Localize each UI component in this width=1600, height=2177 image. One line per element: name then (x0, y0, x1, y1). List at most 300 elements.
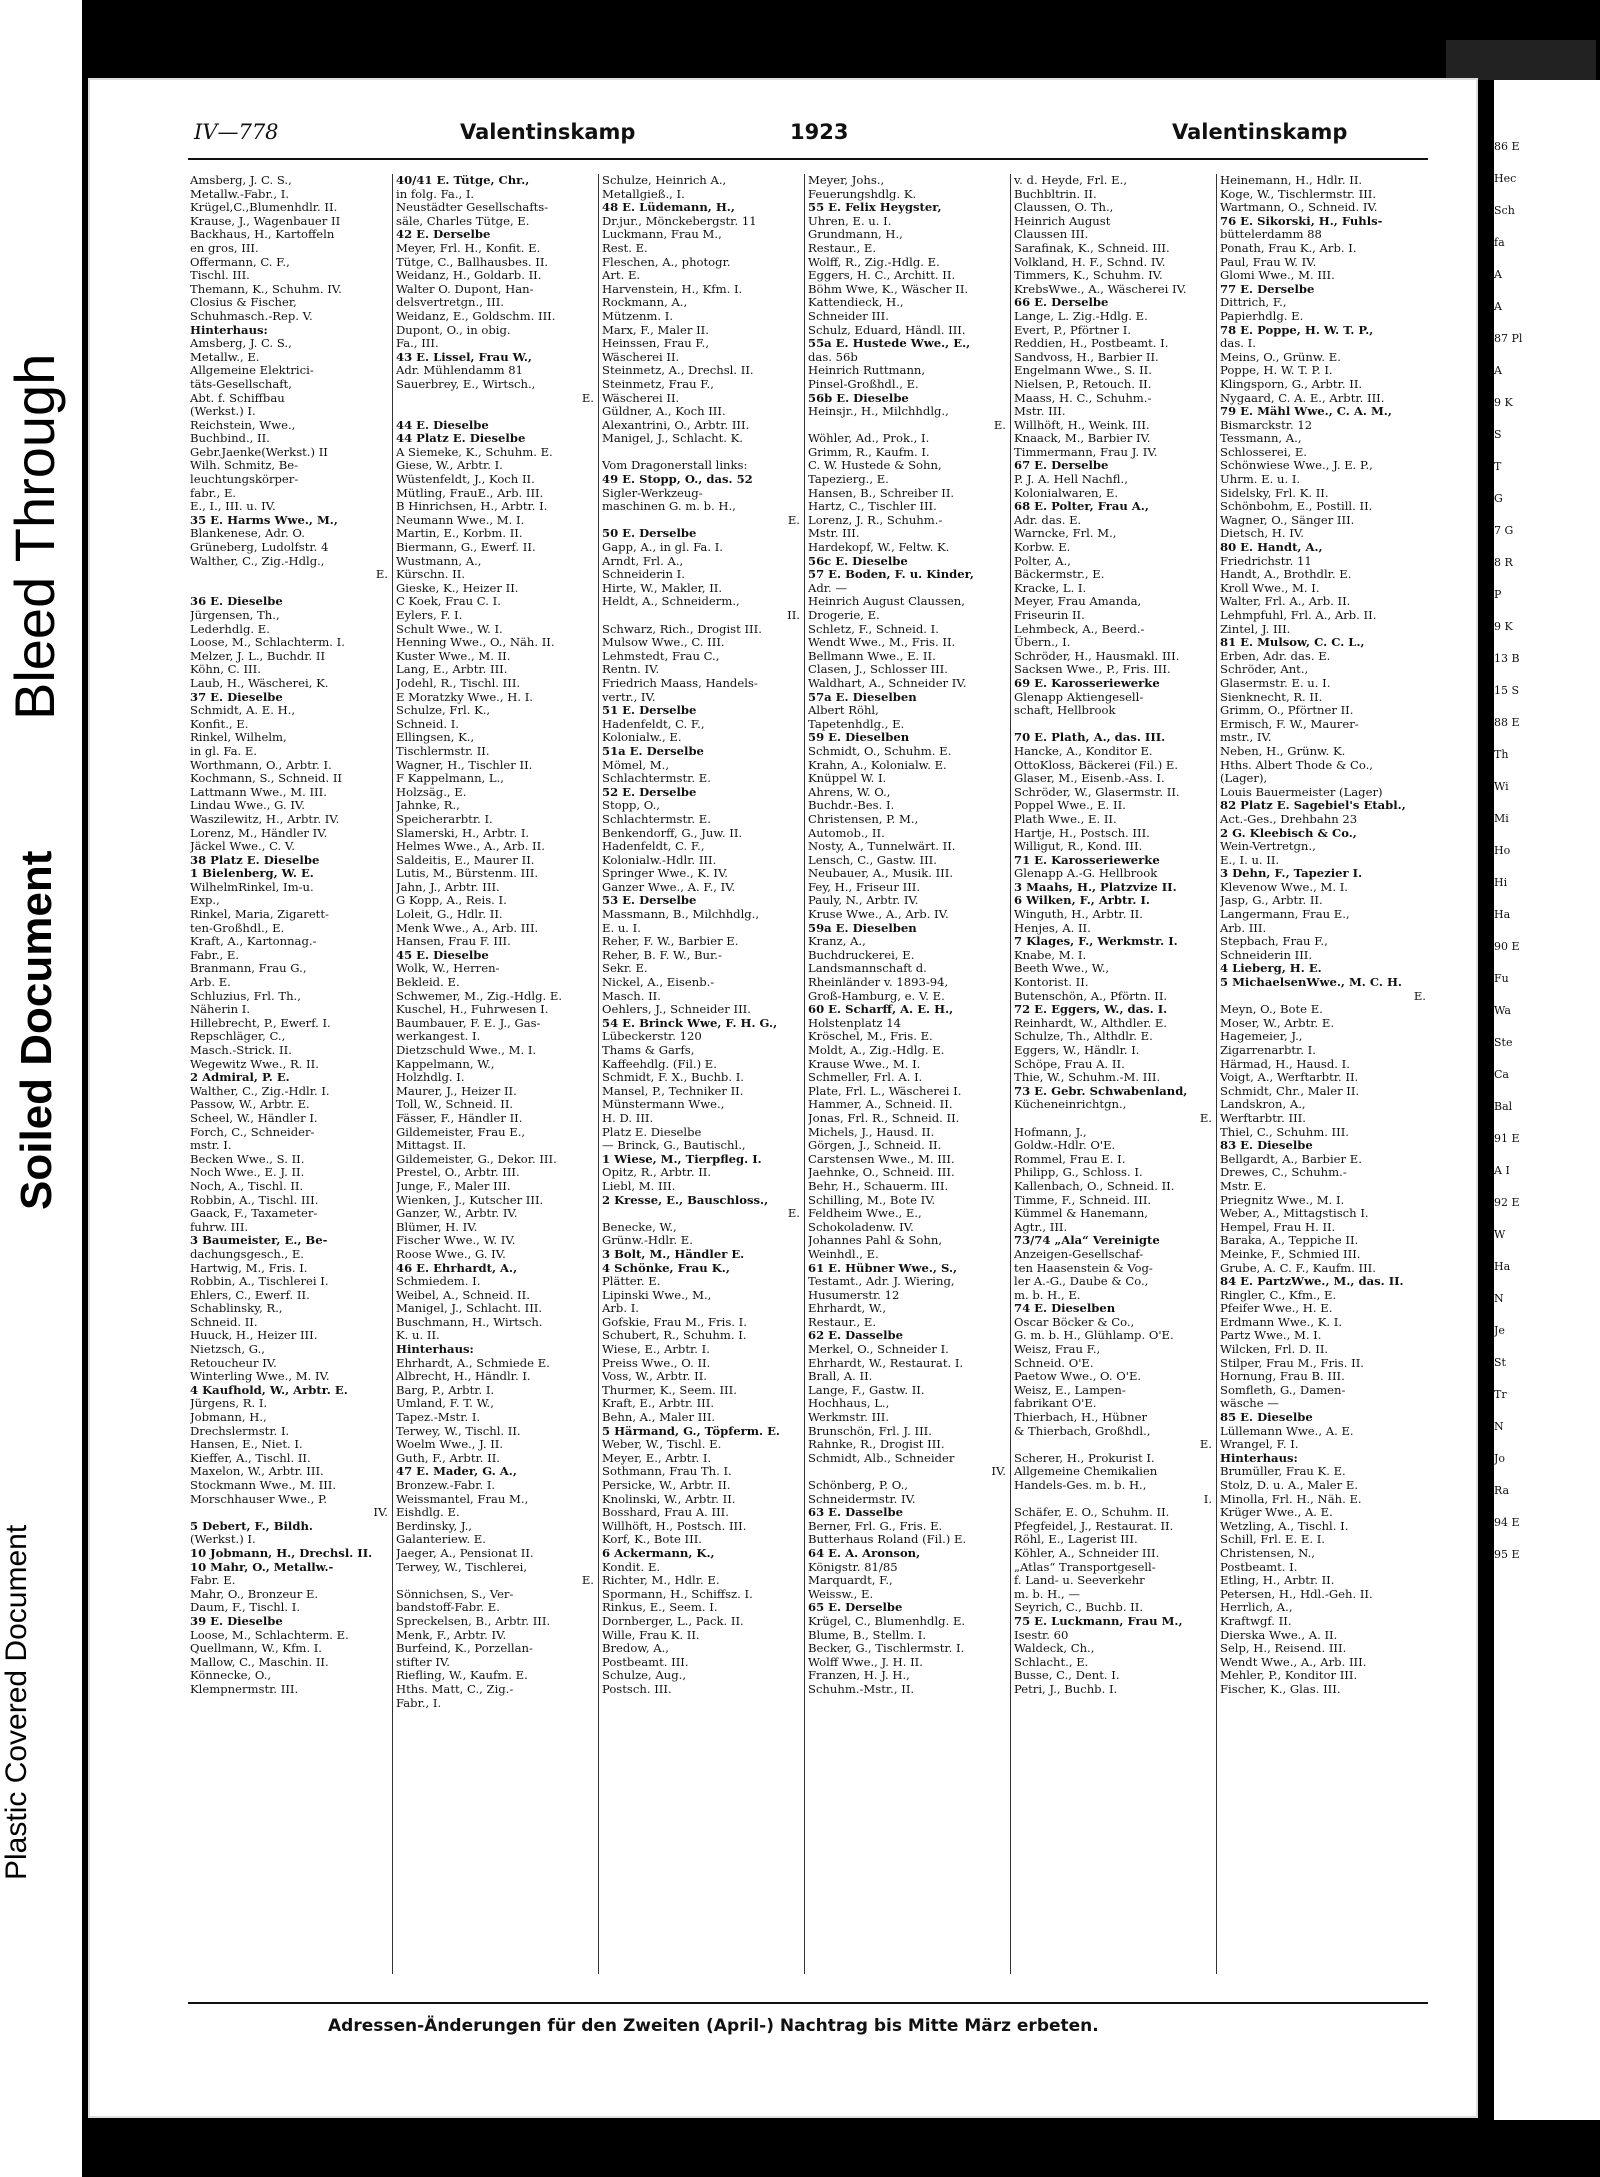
directory-entry: Adr. das. E. (1014, 513, 1082, 527)
directory-entry: Engelmann Wwe., S. II. (1014, 364, 1152, 378)
directory-entry: Hinterhaus: (1220, 1451, 1298, 1465)
directory-entry: Wustmann, A., (396, 554, 482, 568)
directory-entry: 80 E. Handt, A., (1220, 541, 1323, 555)
directory-entry: Buchbind., II. (190, 432, 270, 446)
directory-entry: IV. (373, 1506, 388, 1520)
directory-entry: Feuerungshdlg. K. (808, 187, 917, 201)
directory-entry: Tessmann, A., (1220, 432, 1302, 446)
directory-entry: P. J. A. Hell Nachfl., (1014, 473, 1128, 487)
directory-entry: Michels, J., Hausd. II. (808, 1125, 935, 1139)
directory-entry: Sandvoss, H., Barbier II. (1014, 350, 1159, 364)
directory-entry: stifter IV. (396, 1655, 450, 1669)
directory-entry: Köhler, A., Schneider III. (1014, 1546, 1160, 1560)
directory-entry: Eylers, F. I. (396, 609, 463, 622)
directory-entry: Hths. Matt, C., Zig.- (396, 1682, 514, 1696)
directory-entry: Morschhauser Wwe., P. (190, 1492, 328, 1506)
directory-entry: Herrlich, A., (1220, 1601, 1293, 1615)
directory-entry: 71 E. Karosseriewerke (1014, 853, 1160, 867)
directory-entry: Buschmann, H., Wirtsch. (396, 1315, 543, 1329)
directory-entry: Helmes Wwe., A., Arb. II. (396, 840, 545, 854)
directory-entry: Goldw.-Hdlr. O'E. (1014, 1139, 1116, 1153)
directory-entry: Marx, F., Maler II. (602, 323, 709, 337)
directory-entry: Mittagst. II. (396, 1139, 467, 1153)
directory-entry: Lehmbeck, A., Beerd.- (1014, 622, 1145, 636)
directory-entry: Schmidt, A. E. H., (190, 704, 296, 718)
directory-entry: Erben, Adr. das. E. (1220, 649, 1331, 663)
directory-entry: Maass, H. C., Schuhm.- (1014, 391, 1152, 405)
directory-entry: Meyer, Frl. H., Konfit. E. (396, 241, 541, 255)
directory-entry: 63 E. Dasselbe (808, 1506, 903, 1520)
directory-entry: 54 E. Brinck Wwe, F. H. G., (602, 1016, 778, 1030)
directory-entry: Jobmann, H., (190, 1411, 267, 1425)
directory-entry: Plate, Frl. L., Wäscherei I. (808, 1084, 962, 1098)
directory-entry: Thiel, C., Schuhm. III. (1220, 1125, 1349, 1139)
directory-entry: Sidelsky, Frl. K. II. (1220, 486, 1329, 500)
directory-entry: Jaehnke, O., Schneid. III. (808, 1166, 955, 1180)
directory-entry: Fischer, K., Glas. III. (1220, 1682, 1341, 1696)
directory-entry: Schilling, M., Bote IV. (808, 1193, 936, 1207)
directory-entry: 51a E. Derselbe (602, 744, 704, 758)
directory-entry: Konfit., E. (190, 717, 249, 731)
directory-entry: Umland, F. T. W., (396, 1397, 494, 1411)
directory-entry: 2 Admiral, P. E. (190, 1071, 290, 1085)
directory-entry: Kraft, A., Kartonnag.- (190, 935, 317, 949)
directory-entry: Louis Bauermeister (Lager) (1220, 785, 1383, 799)
directory-entry: Ehlers, C., Ewerf. II. (190, 1288, 310, 1302)
directory-entry: Krügel, C., Blumenhdlg. E. (808, 1614, 966, 1628)
directory-entry: Galanteriew. E. (396, 1533, 486, 1547)
columns-area (190, 174, 1430, 1974)
directory-entry: Knaack, M., Barbier IV. (1014, 432, 1151, 446)
directory-entry: Becker, G., Tischlermstr. I. (808, 1642, 965, 1656)
directory-entry: Schuhm.-Mstr., II. (808, 1682, 915, 1696)
directory-entry: Friedrichstr. 11 (1220, 554, 1312, 568)
directory-entry: Wille, Frau K. II. (602, 1628, 700, 1642)
directory-entry: Henning Wwe., O., Näh. II. (396, 636, 555, 650)
directory-entry: Stilper, Frau M., Fris. II. (1220, 1356, 1364, 1370)
directory-entry: Schröder, W., Glasermstr. II. (1014, 785, 1180, 799)
directory-entry: Weisz, E., Lampen- (1014, 1383, 1126, 1397)
directory-entry: Allgemeine Chemikalien (1014, 1465, 1158, 1479)
directory-entry: Lübeckerstr. 120 (602, 1030, 702, 1044)
directory-entry: Tapez.-Mstr. I. (396, 1411, 481, 1425)
directory-entry: 59a E. Dieselben (808, 921, 917, 935)
directory-entry: Waldeck, Ch., (1014, 1642, 1095, 1656)
directory-entry: 56b E. Dieselbe (808, 391, 909, 405)
directory-entry: Zintel, J. III. (1220, 622, 1291, 636)
directory-entry: Bredow, A., (602, 1642, 669, 1656)
directory-entry: Kuster Wwe., M. II. (396, 649, 511, 663)
directory-entry: E., I., III. u. IV. (190, 500, 276, 514)
adjacent-fragment: 86 E (1494, 140, 1520, 153)
directory-entry: Rentn. IV. (602, 663, 660, 677)
directory-entry: Waszilewitz, H., Arbtr. IV. (190, 812, 340, 826)
adjacent-fragment: N (1494, 1292, 1504, 1305)
directory-entry: Priegnitz Wwe., M. I. (1220, 1193, 1345, 1207)
directory-entry: Amsberg, J. C. S., (190, 337, 292, 351)
directory-entry: Hansen, B., Schreiber II. (808, 486, 955, 500)
adjacent-fragment: 7 G (1494, 524, 1514, 537)
adjacent-fragment: P (1494, 588, 1502, 601)
directory-entry: Drechslermstr. I. (190, 1424, 290, 1438)
directory-entry: Brumüller, Frau K. E. (1220, 1465, 1346, 1479)
directory-entry: Plätter. E. (602, 1275, 661, 1289)
directory-entry: 35 E. Harms Wwe., M., (190, 513, 338, 527)
directory-entry: Blume, B., Stellm. I. (808, 1628, 927, 1642)
directory-entry: Gaack, F., Taxameter- (190, 1207, 318, 1221)
directory-entry: Mallow, C., Maschin. II. (190, 1655, 329, 1669)
directory-entry: Vom Dragonerstall links: (602, 459, 748, 473)
directory-entry: Albrecht, H., Händlr. I. (396, 1370, 531, 1384)
directory-entry: 83 E. Dieselbe (1220, 1139, 1313, 1153)
directory-entry: Loose, M., Schlachterm. I. (190, 636, 345, 650)
directory-entry: Claussen, O. Th., (1014, 201, 1114, 215)
directory-entry: Weidanz, H., Goldarb. II. (396, 269, 542, 283)
directory-entry: Krause, J., Wagenbauer II (190, 214, 341, 228)
directory-entry: Jasp, G., Arbtr. II. (1220, 894, 1323, 908)
directory-entry: Bellgardt, A., Barbier E. (1220, 1152, 1362, 1166)
directory-entry: Lange, F., Gastw. II. (808, 1383, 925, 1397)
directory-entry: Persicke, W., Arbtr. II. (602, 1479, 731, 1492)
directory-entry: Kondit. E. (602, 1560, 661, 1574)
adjacent-fragment: W (1494, 1228, 1506, 1241)
directory-entry: säle, Charles Tütge, E. (396, 214, 530, 228)
directory-entry: 6 Wilken, F., Arbtr. I. (1014, 894, 1150, 908)
directory-entry: Knabe, M. I. (1014, 948, 1087, 962)
directory-entry: Oehlers, J., Schneider III. (602, 1003, 751, 1017)
directory-entry: Fleschen, A., photogr. (602, 255, 731, 269)
directory-entry: 67 E. Derselbe (1014, 459, 1109, 473)
directory-entry: Ponath, Frau K., Arb. I. (1220, 241, 1357, 255)
directory-entry: Grimm, O., Pförtner II. (1220, 704, 1354, 718)
directory-entry: Spreckelsen, B., Arbtr. III. (396, 1614, 551, 1628)
directory-entry: Krüger Wwe., A. E. (1220, 1506, 1333, 1520)
directory-entry: Schönwiese Wwe., J. E. P., (1220, 459, 1373, 473)
directory-entry: Schneider III. (808, 309, 889, 323)
directory-entry: KrebsWwe., A., Wäscherei IV. (1014, 282, 1187, 296)
directory-entry: Exp., (190, 894, 220, 908)
directory-entry: Nietzsch, G., (190, 1343, 265, 1357)
scan-label-plastic: Plastic Covered Document (0, 1524, 33, 1880)
directory-entry: Thams & Garfs, (602, 1044, 695, 1057)
directory-entry: Sauerbrey, E., Wirtsch., (396, 377, 536, 391)
directory-entry: Ringler, C., Kfm., E. (1220, 1288, 1337, 1302)
directory-entry: G Kopp, A., Reis. I. (396, 894, 507, 908)
directory-entry: Neumann Wwe., M. I. (396, 513, 525, 527)
directory-entry: Melzer, J. L., Buchdr. II (190, 649, 326, 663)
directory-entry: Weissw., E. (808, 1587, 874, 1601)
directory-entry: Martin, E., Korbm. II. (396, 527, 523, 541)
directory-entry: Kraft, E., Arbtr. III. (602, 1397, 715, 1411)
directory-entry: Butterhaus Roland (Fil.) E. (808, 1533, 967, 1547)
directory-entry: Huuck, H., Heizer III. (190, 1329, 318, 1343)
directory-entry: Ganzer, W., Arbtr. IV. (396, 1207, 518, 1221)
directory-entry: Sekr. E. (602, 962, 648, 976)
adjacent-fragment: Ca (1494, 1068, 1509, 1081)
directory-entry: Kracke, L. I. (1014, 581, 1087, 595)
directory-entry: 53 E. Derselbe (602, 894, 697, 908)
directory-column-5 (1014, 174, 1212, 1974)
directory-entry: Nosty, A., Tunnelwärt. II. (808, 840, 956, 854)
directory-entry: Stepbach, Frau F., (1220, 935, 1328, 949)
directory-entry: Kranz, A., (808, 935, 866, 949)
directory-entry: Timmers, K., Schuhm. IV. (1014, 269, 1163, 283)
directory-entry: Näherin I. (190, 1003, 251, 1017)
directory-entry: 5 Debert, F., Bildh. (190, 1519, 313, 1533)
directory-entry: Wilcken, Frl. D. II. (1220, 1343, 1329, 1357)
directory-entry: Dierska Wwe., A. II. (1220, 1628, 1338, 1642)
page-header (194, 120, 1378, 160)
directory-entry: Steinmetz, Frau F., (602, 377, 714, 391)
directory-entry: E. (1413, 989, 1426, 1003)
directory-entry: Gildemeister, G., Dekor. III. (396, 1152, 557, 1166)
directory-entry: Fischer Wwe., W. IV. (396, 1234, 516, 1248)
directory-entry: Paetow Wwe., O. O'E. (1014, 1370, 1142, 1384)
directory-entry: Walter, Frl. A., Arb. II. (1220, 595, 1351, 609)
adjacent-fragment: 9 K (1494, 620, 1513, 633)
directory-entry: Meinke, F., Schmied III. (1220, 1247, 1361, 1261)
directory-entry: Winguth, H., Arbtr. II. (1014, 908, 1143, 922)
directory-entry: Schneid. O'E. (1014, 1356, 1094, 1370)
directory-entry: Polter, A., (1014, 554, 1071, 568)
directory-entry: Menk Wwe., A., Arb. III. (396, 921, 539, 935)
directory-entry: 57a E. Dieselben (808, 690, 917, 704)
directory-entry: Testamt., Adr. J. Wiering, (808, 1275, 955, 1289)
directory-entry: Walther, C., Zig.-Hdlr. I. (190, 1084, 330, 1098)
adjacent-fragment: Fu (1494, 972, 1509, 985)
directory-entry: Mütling, FrauE., Arb. III. (396, 486, 544, 500)
directory-entry: Schäfer, E. O., Schuhm. II. (1014, 1506, 1170, 1520)
directory-entry: 69 E. Karosseriewerke (1014, 676, 1160, 690)
directory-entry: Reddien, H., Postbeamt. I. (1014, 337, 1169, 351)
directory-entry: Tapetenhdlg., E. (808, 717, 905, 731)
directory-entry: Retoucheur IV. (190, 1356, 277, 1370)
directory-entry: Agtr., III. (1014, 1220, 1068, 1234)
directory-entry: Klempnermstr. III. (190, 1682, 299, 1696)
directory-entry (396, 405, 594, 419)
directory-entry: Kolonialwaren, E. (1014, 486, 1119, 500)
directory-entry: Uhren, E. u. I. (808, 214, 892, 228)
directory-entry: Rheinländer v. 1893-94, (808, 976, 949, 990)
directory-entry: Schulz, Eduard, Händl. III. (808, 323, 966, 337)
directory-entry: Friseurin II. (1014, 609, 1085, 622)
directory-entry: Könnecke, O., (190, 1669, 272, 1683)
directory-entry: in folg. Fa., I. (396, 187, 475, 201)
directory-entry: Brunschön, Frl. J. III. (808, 1424, 932, 1438)
directory-entry: Wendt Wwe., A., Arb. III. (1220, 1655, 1367, 1669)
directory-entry: 64 E. A. Aronson, (808, 1546, 921, 1560)
directory-entry: Schröder, H., Hausmakl. III. (1014, 649, 1180, 663)
directory-entry: Dupont, O., in obig. (396, 323, 511, 337)
directory-entry: Forch, C., Schneider- (190, 1125, 315, 1139)
directory-entry: E. (1199, 1438, 1212, 1452)
directory-entry: Bäckermstr., E. (1014, 568, 1105, 582)
directory-entry: Scheel, W., Händler I. (190, 1111, 318, 1125)
directory-entry: Lehmpfuhl, Frl. A., Arb. II. (1220, 609, 1377, 622)
directory-entry: Schöpe, Frau A. II. (1014, 1057, 1125, 1071)
directory-entry: Rockmann, A., (602, 296, 688, 310)
directory-entry: Rest. E. (602, 241, 648, 255)
directory-entry: Papierhdlg. E. (1220, 309, 1304, 323)
directory-entry: Baraka, A., Teppiche II. (1220, 1234, 1359, 1248)
directory-entry: 3 Bolt, M., Händler E. (602, 1247, 745, 1261)
directory-entry: Biermann, G., Ewerf. II. (396, 541, 536, 555)
directory-entry: Blankenese, Adr. O. (190, 527, 305, 541)
directory-entry: 47 E. Mader, G. A., (396, 1465, 517, 1479)
directory-entry: Gofskie, Frau M., Fris. I. (602, 1315, 747, 1329)
directory-entry: Ehrhardt, W., (808, 1302, 887, 1316)
directory-entry: Grüneberg, Ludolfstr. 4 (190, 541, 329, 555)
directory-entry: Husumerstr. 12 (808, 1288, 900, 1302)
adjacent-fragment: 94 E (1494, 1516, 1520, 1529)
adjacent-fragment: 91 E (1494, 1132, 1520, 1145)
directory-entry: Noch Wwe., E. J. II. (190, 1166, 305, 1180)
directory-entry: Ehrhardt, W., Restaurat. I. (808, 1356, 964, 1370)
directory-entry: Heinrich August (1014, 214, 1111, 228)
directory-entry: Hofmann, J., (1014, 1125, 1087, 1139)
directory-entry: Wein-Vertretgn., (1220, 840, 1316, 854)
directory-entry: E. (993, 418, 1006, 432)
directory-entry: 38 Platz E. Dieselbe (190, 853, 320, 867)
directory-entry: E. (375, 568, 388, 582)
directory-entry: Wagner, O., Sänger III. (1220, 513, 1355, 527)
directory-entry: Kattendieck, H., (808, 296, 904, 310)
directory-entry: Jonas, Frl. R., Schneid. II. (808, 1111, 960, 1125)
adjacent-fragment: Wi (1494, 780, 1509, 793)
directory-entry: Dr.jur., Mönckebergstr. 11 (602, 214, 757, 228)
directory-entry: Nickel, A., Eisenb.- (602, 976, 715, 990)
directory-entry: Münstermann Wwe., (602, 1098, 725, 1112)
directory-entry: II. (787, 609, 800, 622)
adjacent-fragment: 95 E (1494, 1548, 1520, 1561)
directory-entry: Meyn, O., Bote E. (1220, 1003, 1323, 1017)
directory-entry: 5 Härmand, G., Töpferm. E. (602, 1424, 780, 1438)
directory-entry: Arb. I. (602, 1302, 639, 1316)
directory-entry: Tischl. III. (190, 269, 250, 283)
directory-entry: Schulze, Aug., (602, 1669, 687, 1683)
directory-entry: Nielsen, P., Retouch. II. (1014, 377, 1152, 391)
directory-entry: Franzen, H. J. H., (808, 1669, 910, 1683)
directory-entry: Pfegfeidel, J., Restaurat. II. (1014, 1519, 1174, 1533)
directory-entry: Volkland, H. F., Schnd. IV. (1014, 255, 1166, 269)
directory-entry: ten Haasenstein & Vog- (1014, 1261, 1153, 1275)
directory-entry: fabr., E. (190, 486, 237, 500)
directory-entry: Loleit, G., Hdlr. II. (396, 908, 503, 922)
directory-entry: Ellingsen, K., (396, 731, 475, 745)
directory-entry: Platz E. Dieselbe (602, 1125, 702, 1139)
directory-entry: Weber, A., Mittagstisch I. (1220, 1207, 1369, 1221)
directory-entry: Heinssen, Frau F., (602, 337, 710, 351)
directory-entry: 49 E. Stopp, O., das. 52 (602, 473, 753, 487)
directory-entry: Mstr. E. (1220, 1179, 1267, 1193)
directory-entry: 37 E. Dieselbe (190, 690, 283, 704)
directory-entry: Ahrens, W. O., (808, 785, 891, 799)
directory-entry: Arb. E. (190, 976, 231, 990)
directory-entry: delsvertretgn., III. (396, 296, 504, 310)
directory-entry: 6 Ackermann, K., (602, 1546, 715, 1560)
directory-entry: 4 Schönke, Frau K., (602, 1261, 730, 1275)
directory-entry: Timme, F., Schneid. III. (1014, 1193, 1152, 1207)
directory-entry: Schlacht., E. (1014, 1655, 1089, 1669)
directory-entry: Kürschn. II. (396, 568, 466, 582)
directory-entry: K. u. II. (396, 1329, 440, 1343)
directory-entry: bandstoff-Fabr. E. (396, 1601, 500, 1615)
directory-entry: Sacksen Wwe., P., Fris. III. (1014, 663, 1171, 677)
directory-entry: Selp, H., Reisend. III. (1220, 1642, 1347, 1656)
directory-entry: Schluzius, Frl. Th., (190, 989, 301, 1003)
directory-entry (190, 582, 388, 596)
directory-entry: Winterling Wwe., M. IV. (190, 1370, 330, 1384)
directory-entry: Pauly, N., Arbtr. IV. (808, 894, 919, 908)
directory-entry: Postbeamt. I. (1220, 1560, 1298, 1574)
directory-entry: F Kappelmann, L., (396, 772, 504, 786)
directory-entry: werkangest. I. (396, 1030, 481, 1044)
adjacent-fragment: 15 S (1494, 684, 1520, 697)
directory-entry: E Moratzky Wwe., H. I. (396, 690, 533, 704)
column-divider (804, 174, 805, 1974)
directory-entry: Nygaard, C. A. E., Arbtr. III. (1220, 391, 1385, 405)
directory-entry: Wolk, W., Herren- (396, 962, 500, 976)
directory-entry: Toll, W., Schneid. II. (396, 1098, 514, 1112)
adjacent-fragment: Jo (1494, 1452, 1506, 1465)
directory-entry: Berner, Frl. G., Fris. E. (808, 1519, 943, 1533)
directory-entry: Barg, P., Arbtr. I. (396, 1383, 495, 1397)
directory-entry: Hirte, W., Makler, II. (602, 581, 723, 595)
directory-entry: Hartz, C., Tischler III. (808, 500, 937, 514)
directory-entry: Bronzew.-Fabr. I. (396, 1479, 496, 1492)
directory-entry: Wartmann, O., Schneid. IV. (1220, 201, 1378, 215)
directory-entry: 81 E. Mulsow, C. C. L., (1220, 636, 1365, 650)
directory-entry: 45 E. Dieselbe (396, 948, 489, 962)
directory-entry: Pfeifer Wwe., H. E. (1220, 1302, 1333, 1316)
directory-entry: Schulze, Th., Althdlr. E. (1014, 1030, 1153, 1044)
directory-entry: 68 E. Polter, Frau A., (1014, 500, 1149, 514)
scan-margin (0, 0, 82, 2177)
directory-entry: Landsmannschaft d. (808, 962, 927, 976)
directory-entry: Schmidt, O., Schuhm. E. (808, 744, 952, 758)
directory-entry: Sarafinak, K., Schneid. III. (1014, 241, 1170, 255)
directory-entry: m. b. H., E. (1014, 1288, 1081, 1302)
adjacent-fragment: T (1494, 460, 1502, 473)
directory-entry: Rinkel, Wilhelm, (190, 731, 287, 745)
directory-entry: Röhl, E., Lagerist III. (1014, 1533, 1138, 1547)
directory-entry: 65 E. Derselbe (808, 1601, 903, 1615)
directory-entry: Blümer, H. IV. (396, 1220, 478, 1234)
directory-entry: Menk, F., Arbtr. IV. (396, 1628, 507, 1642)
directory-entry: I. (1203, 1492, 1212, 1506)
directory-entry: IV. (991, 1465, 1006, 1479)
directory-entry: Königstr. 81/85 (808, 1560, 898, 1574)
directory-entry: Branmann, Frau G., (190, 962, 307, 976)
directory-entry: Reinhardt, W., Althdler. E. (1014, 1016, 1168, 1030)
adjacent-fragment: 92 E (1494, 1196, 1520, 1209)
directory-entry: Lipinski Wwe., M., (602, 1288, 712, 1302)
directory-entry: Walter O. Dupont, Han- (396, 282, 534, 296)
directory-entry: Zigarrenarbtr. I. (1220, 1044, 1316, 1057)
directory-entry: Kücheneinrichtgn., (1014, 1098, 1127, 1112)
directory-entry: (Werkst.) I. (190, 405, 256, 419)
directory-entry: Clasen, J., Schlosser III. (808, 663, 948, 677)
scan-label-soiled: Soiled Document (12, 850, 61, 1210)
directory-entry: Restaur., E. (808, 241, 877, 255)
directory-entry: Lorenz, M., Händler IV. (190, 826, 328, 840)
directory-entry: Schill, Frl. E. E. I. (1220, 1533, 1325, 1547)
directory-entry: Guth, F., Arbtr. II. (396, 1451, 500, 1465)
directory-entry: Dittrich, F., (1220, 296, 1287, 310)
directory-entry: Reher, B. F. W., Bur.- (602, 948, 722, 962)
directory-entry: Stolz, D. u. A., Maler E. (1220, 1479, 1359, 1492)
directory-entry: Schmidt, Chr., Maler II. (1220, 1084, 1360, 1098)
